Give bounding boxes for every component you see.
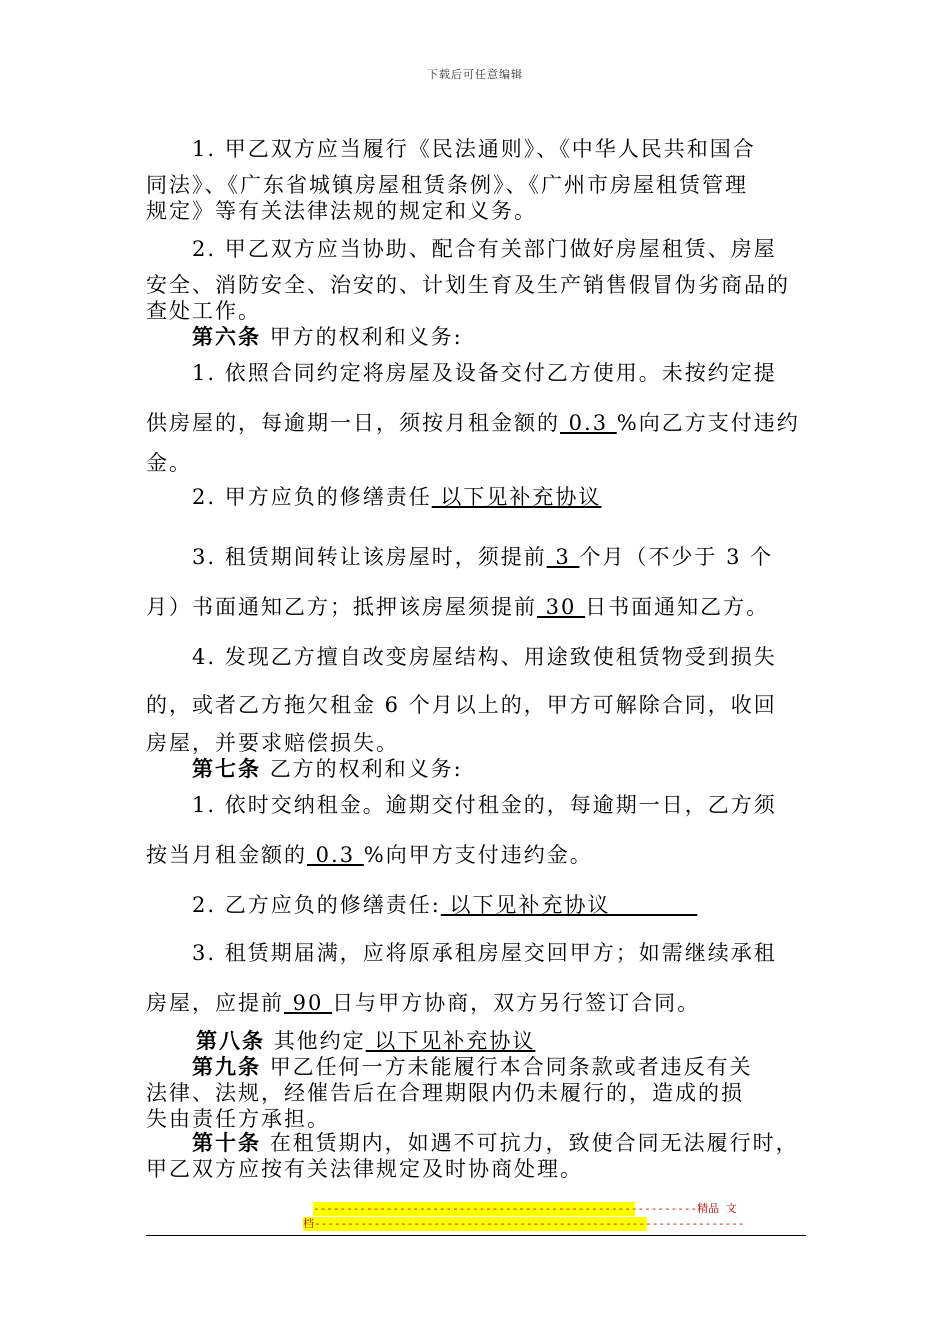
text: 甲乙任何一方未能履行本合同条款或者违反有关 bbox=[269, 1055, 753, 1079]
art6-item2-line bbox=[192, 484, 601, 510]
art7-item2-line bbox=[192, 892, 697, 918]
other-terms-blank: 以下见补充协议 bbox=[365, 1029, 536, 1053]
text: %向甲方支付违约金。 bbox=[363, 843, 593, 867]
paragraph-line: 规定》等有关法律法规的规定和义务。 bbox=[146, 199, 537, 223]
late-rent-rate-blank: 0.3 bbox=[307, 843, 364, 867]
text: 日书面通知乙方。 bbox=[585, 595, 770, 619]
footer-watermark-line-2: 档----------------------------------------------------------------- bbox=[303, 1217, 745, 1230]
text: 在租赁期内，如遇不可抗力，致使合同无法履行时， bbox=[269, 1131, 799, 1155]
text: %向乙方支付违约 bbox=[616, 411, 800, 435]
art6-item1-line-a: 1. 依照合同约定将房屋及设备交付乙方使用。未按约定提 bbox=[192, 361, 777, 385]
article-6-title: 甲方的权利和义务: bbox=[269, 325, 463, 349]
renewal-days-blank: 90 bbox=[284, 991, 333, 1015]
art6-item4-line-b: 的，或者乙方拖欠租金 6 个月以上的，甲方可解除合同，收回 bbox=[146, 693, 777, 717]
text: 房屋，应提前 bbox=[146, 991, 284, 1015]
article-8-heading: 第八条 bbox=[196, 1028, 265, 1053]
art6-item3-line-a bbox=[192, 544, 773, 570]
article-7-heading: 第七条 bbox=[192, 756, 261, 781]
text: 其他约定 bbox=[273, 1029, 366, 1053]
paragraph-line: 1. 甲乙双方应当履行《民法通则》、《中华人民共和国合 bbox=[192, 137, 756, 161]
text: 月）书面通知乙方；抵押该房屋须提前 bbox=[146, 595, 537, 619]
art6-item4-line-a: 4. 发现乙方擅自改变房屋结构、用途致使租赁物受到损失 bbox=[192, 645, 777, 669]
art6-item3-line-b bbox=[146, 594, 769, 620]
article-9-line-b: 法律、法规，经催告后在合理期限内仍未履行的，造成的损 bbox=[146, 1081, 744, 1105]
text: 3. 租赁期间转让该房屋时，须提前 bbox=[192, 545, 547, 569]
paragraph-line: 同法》、《广东省城镇房屋租赁条例》、《广州市房屋租赁管理 bbox=[146, 173, 748, 197]
text: 个月（不少于 3 个 bbox=[579, 545, 774, 569]
notice-months-blank: 3 bbox=[546, 545, 580, 569]
article-10-heading: 第十条 bbox=[192, 1130, 261, 1155]
article-10-line-a bbox=[192, 1130, 799, 1156]
page-header: 下载后可任意编辑 bbox=[427, 68, 523, 81]
art7-item3-line-b bbox=[146, 990, 700, 1016]
paragraph-line: 查处工作。 bbox=[146, 299, 261, 323]
art6-item4-line-c: 房屋，并要求赔偿损失。 bbox=[146, 731, 399, 755]
article-7-heading-line bbox=[192, 756, 463, 782]
text: 2. 乙方应负的修缮责任: bbox=[192, 893, 441, 917]
paragraph-line: 2. 甲乙双方应当协助、配合有关部门做好房屋租赁、房屋 bbox=[192, 237, 777, 261]
art6-item1-line-c: 金。 bbox=[146, 451, 192, 475]
footer-watermark-line-1: ----------------------------------------------------------精品 文 bbox=[313, 1202, 737, 1215]
text: 供房屋的，每逾期一日，须按月租金额的 bbox=[146, 411, 560, 435]
article-8-line bbox=[196, 1028, 535, 1054]
art7-item1-line-b bbox=[146, 842, 593, 868]
art7-item3-line-a: 3. 租赁期届满，应将原承租房屋交回甲方；如需继续承租 bbox=[192, 941, 777, 965]
article-6-heading: 第六条 bbox=[192, 324, 261, 349]
article-7-title: 乙方的权利和义务: bbox=[269, 757, 463, 781]
penalty-rate-blank: 0.3 bbox=[560, 411, 617, 435]
paragraph-line: 安全、消防安全、治安的、计划生育及生产销售假冒伪劣商品的 bbox=[146, 273, 790, 297]
repair-duty-blank: 以下见补充协议 bbox=[431, 485, 602, 509]
article-9-heading: 第九条 bbox=[192, 1054, 261, 1079]
tenant-repair-duty-blank: 以下见补充协议 bbox=[440, 893, 698, 917]
text: 按当月租金额的 bbox=[146, 843, 307, 867]
article-9-line-a bbox=[192, 1054, 753, 1080]
footer-divider bbox=[146, 1235, 806, 1236]
art6-item1-line-b bbox=[146, 410, 800, 436]
text: 2. 甲方应负的修缮责任 bbox=[192, 485, 432, 509]
mortgage-days-blank: 30 bbox=[537, 595, 586, 619]
text: 日与甲方协商，双方另行签订合同。 bbox=[332, 991, 701, 1015]
article-9-line-c: 失由责任方承担。 bbox=[146, 1107, 330, 1131]
art7-item1-line-a: 1. 依时交纳租金。逾期交付租金的，每逾期一日，乙方须 bbox=[192, 793, 777, 817]
article-6-heading-line bbox=[192, 324, 463, 350]
article-10-line-b: 甲乙双方应按有关法律规定及时协商处理。 bbox=[146, 1157, 583, 1181]
